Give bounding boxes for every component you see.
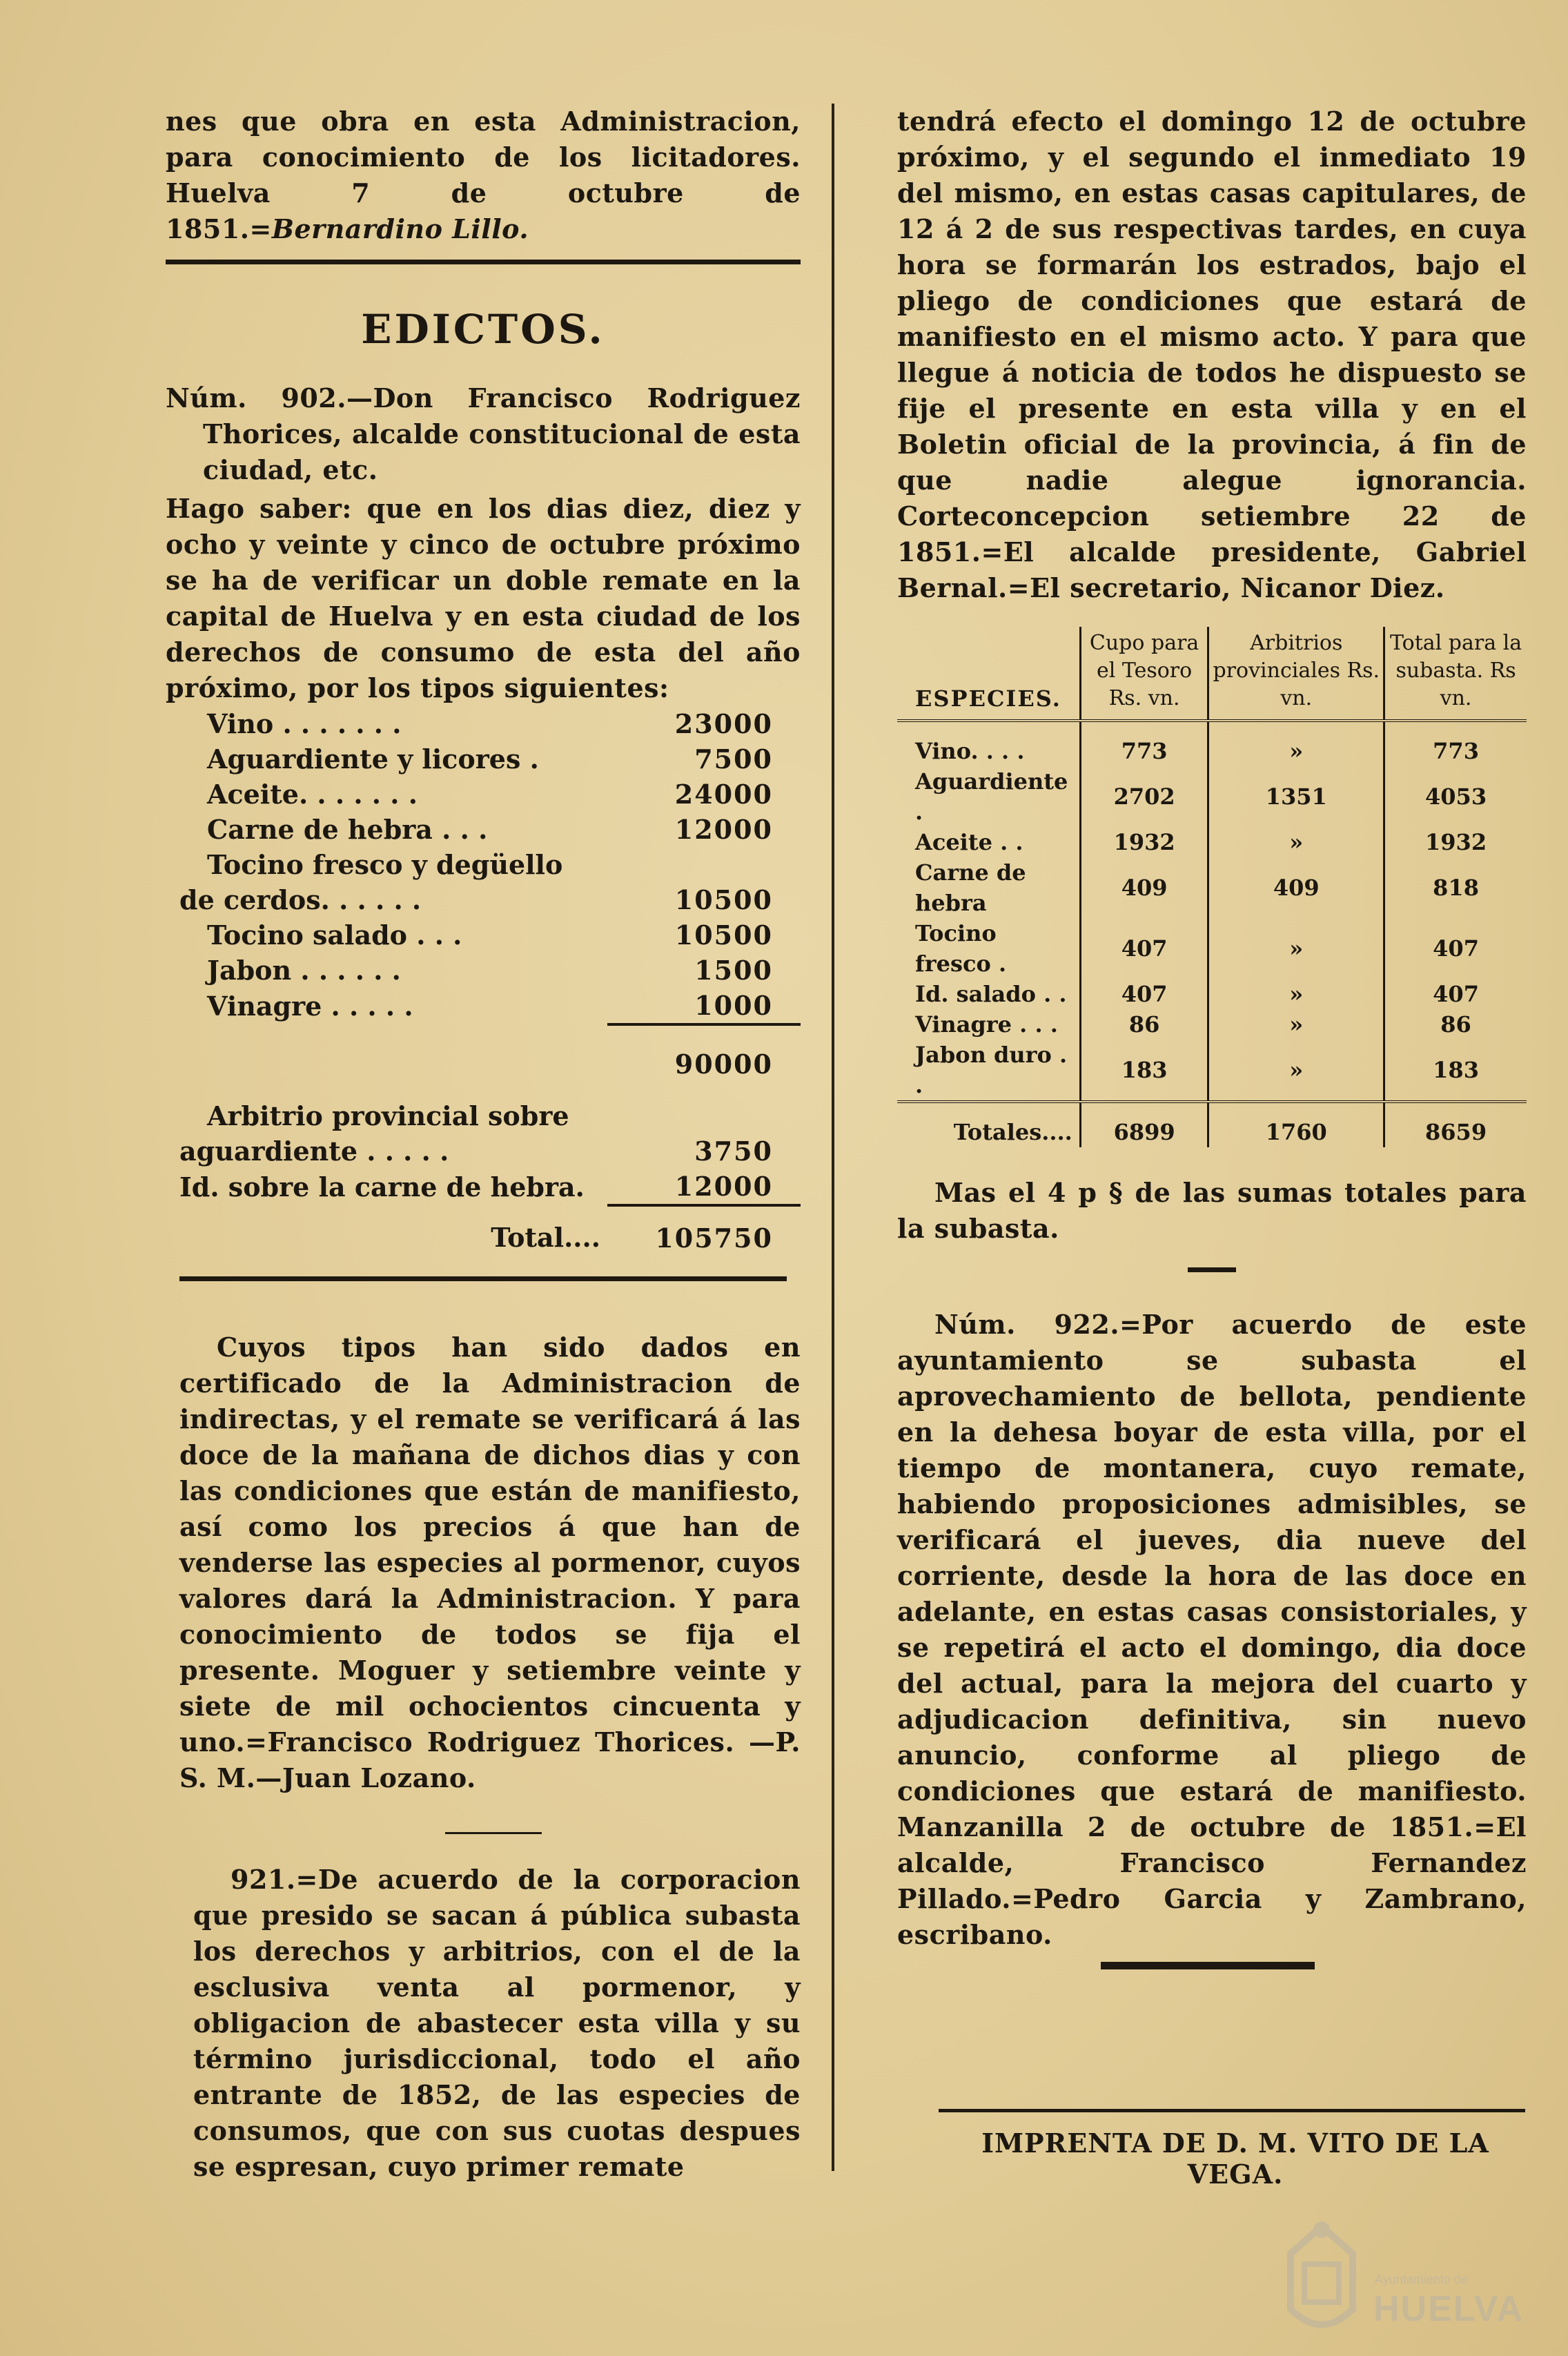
tipo-row (166, 812, 801, 847)
especie-row (897, 766, 1527, 827)
right-column (897, 104, 1527, 1953)
especie-row (897, 827, 1527, 857)
tipo-label: Tocino fresco y degüello (207, 849, 563, 880)
arbitrio-provincial-value: » (1208, 1009, 1384, 1040)
col-especies: ESPECIES. (897, 627, 1080, 721)
totales-cupo: 6899 (1080, 1102, 1208, 1147)
section-rule (166, 260, 801, 264)
intro-signature: Bernardino Lillo. (271, 213, 529, 244)
tipo-label: Carne de hebra . . . (207, 814, 488, 845)
cupo-value: 183 (1080, 1040, 1208, 1102)
arbitrio-label: Id. sobre la carne de hebra. (179, 1171, 585, 1203)
especie-row (897, 721, 1527, 766)
totales-row (897, 1102, 1527, 1147)
especie-name: Tocino fresco . (915, 920, 1007, 977)
tipo-label: Tocino salado . . . (207, 919, 462, 951)
tipo-value: 1000 (694, 990, 773, 1021)
tipo-value: 12000 (674, 814, 773, 845)
imprenta-rule (939, 2109, 1525, 2112)
especie-row (897, 1040, 1527, 1102)
especie-name: Id. salado . . (915, 981, 1067, 1007)
subtotal-row (166, 1024, 801, 1082)
tipo-row (166, 777, 801, 812)
edict-921-start: 921.=De acuerdo de la corporacion que presido se sacan á pública subasta los derechos y arbitrios, con el de la esclusiva venta al pormenor, y obligacion de abastecer esta villa y su término jurisdiccional, todo el año entrante de 1852, de las especies de consumos, que con sus cuotas despues se espresan, cuyo primer remate (193, 1864, 801, 2182)
decorative-rule (1101, 1962, 1315, 1969)
arbitrio-value: 12000 (674, 1171, 773, 1202)
tipo-value: 10500 (674, 884, 773, 915)
edictos-heading: EDICTOS. (361, 306, 605, 353)
total-label: Total.... (491, 1222, 600, 1253)
especie-name: Jabon duro . . (915, 1042, 1068, 1098)
total-value: 105750 (607, 1205, 801, 1256)
tipo-label: Vino . . . . . . . (207, 708, 402, 739)
totales-label: Totales.... (897, 1102, 1080, 1147)
total-subasta-value: 1932 (1384, 827, 1527, 857)
especie-row (897, 918, 1527, 979)
cupo-value: 1932 (1080, 827, 1208, 857)
arbitrio-value (607, 1082, 801, 1133)
arbitrio-provincial-value: » (1208, 1040, 1384, 1102)
intro-text: nes que obra en esta Administracion, para conocimiento de los licitadores. Huelva 7 de octubre de 1851.=Bernardino Lillo. (166, 106, 801, 244)
tipo-value: 24000 (674, 779, 773, 810)
tipo-label: Vinagre . . . . . (207, 991, 413, 1022)
watermark-subtitle: Ayuntamiento de (1375, 2272, 1468, 2286)
total-subasta-value: 407 (1384, 979, 1527, 1009)
cupo-value: 407 (1080, 979, 1208, 1009)
cupo-value: 2702 (1080, 766, 1208, 827)
arbitrio-label: Arbitrio provincial sobre (207, 1100, 569, 1131)
tipo-row (166, 706, 801, 741)
tipo-value: 7500 (694, 743, 773, 775)
especies-header-row (897, 627, 1527, 721)
total-subasta-value: 773 (1384, 721, 1527, 766)
separator (445, 1832, 542, 1834)
subtotal-value: 90000 (607, 1024, 801, 1082)
arbitrio-row (166, 1169, 801, 1205)
cupo-value: 407 (1080, 918, 1208, 979)
arbitrio-row (166, 1082, 801, 1133)
ayuntamiento-watermark (1270, 2209, 1532, 2347)
cupo-value: 773 (1080, 721, 1208, 766)
tipo-row (166, 988, 801, 1024)
edict-921-continuation: tendrá efecto el domingo 12 de octubre próximo, y el segundo el inmediato 19 del mismo, en estas casas capitulares, de 12 á 2 de sus respectivas tardes, en cuya hora se formarán los estrados, bajo el pliego de condiciones que estará de manifiesto en el mismo acto. Y para que llegue á noticia de todos he dispuesto se fije el presente en esta villa y en el Boletin oficial de la provincia, á fin de que nadie alegue ignorancia. Corteconcepcion setiembre 22 de 1851.=El alcalde presidente, Gabriel Bernal.=El secretario, Nicanor Diez. (897, 106, 1527, 603)
edict-902-closing: Cuyos tipos han sido dados en certificado de la Administracion de indirectas, y el remate se verificará á las doce de la mañana de dichos dias y con las condiciones que están de manifiesto, así como los precios á que han de venderse las especies al pormenor, cuyos valores dará la Administracion. Y para conocimiento de todos se fija el presente. Moguer y setiembre veinte y siete de mil ochocientos cincuenta y uno.=Francisco Rodriguez Thorices. —P. S. M.—Juan Lozano. (179, 1332, 801, 1793)
total-row (166, 1205, 801, 1256)
tipo-label: de cerdos. . . . . . (179, 884, 422, 915)
edict-902-heading: Núm. 902.—Don Francisco Rodriguez Thorices, alcalde constitucional de esta ciudad, etc. (166, 382, 801, 485)
tipo-row (166, 953, 801, 988)
total-subasta-value: 818 (1384, 857, 1527, 918)
tipo-value: 10500 (674, 919, 773, 951)
totales-arbitrios: 1760 (1208, 1102, 1384, 1147)
watermark-name: HUELVA (1373, 2289, 1525, 2329)
arbitrio-label: aguardiente . . . . . (179, 1136, 449, 1167)
total-subasta-value: 183 (1384, 1040, 1527, 1102)
edict-922: Núm. 922.=Por acuerdo de este ayuntamiento se subasta el aprovechamiento de bellota, pendiente en la dehesa boyar de esta villa, por el tiempo de montanera, cuyo remate, habiendo proposiciones admisibles, se verificará el jueves, dia nueve del corriente, desde la hora de las doce en adelante, en estas casas consistoriales, y se repetirá el acto el domingo, dia doce del actual, para la mejora del cuarto y adjudicacion definitiva, sin nuevo anuncio, conforme al pliego de condiciones que estará de manifiesto. Manzanilla 2 de octubre de 1851.=El alcalde, Francisco Fernandez Pillado.=Pedro Garcia y Zambrano, escribano. (897, 1309, 1527, 1950)
tipo-label: Jabon . . . . . . (207, 955, 401, 986)
cupo-value: 409 (1080, 857, 1208, 918)
crest-icon (1277, 2212, 1366, 2344)
total-subasta-value: 407 (1384, 918, 1527, 979)
arbitrio-provincial-value: 409 (1208, 857, 1384, 918)
section-rule (179, 1276, 787, 1281)
especie-row (897, 1009, 1527, 1040)
tipo-value (607, 847, 801, 882)
cupo-value: 86 (1080, 1009, 1208, 1040)
total-subasta-value: 86 (1384, 1009, 1527, 1040)
tipo-row (166, 882, 801, 917)
tipo-label: Aguardiente y licores . (207, 743, 539, 775)
total-subasta-value: 4053 (1384, 766, 1527, 827)
especie-row (897, 857, 1527, 918)
tipo-row (166, 847, 801, 882)
arbitrio-row (166, 1133, 801, 1169)
totales-total: 8659 (1384, 1102, 1527, 1147)
especie-name: Vino. . . . (915, 738, 1025, 764)
especie-name: Carne de hebra (915, 859, 1026, 916)
arbitrio-provincial-value: » (1208, 721, 1384, 766)
especie-name: Vinagre . . . (915, 1011, 1058, 1038)
tipo-value: 1500 (694, 955, 773, 986)
especie-name: Aguardiente . (915, 768, 1068, 825)
arbitrio-provincial-value: » (1208, 827, 1384, 857)
imprenta-footer: IMPRENTA DE D. M. VITO DE LA VEGA. (981, 2128, 1489, 2190)
edict-902-body: Hago saber: que en los dias diez, diez y ocho y veinte y cinco de octubre próximo se ha de verificar un doble remate en la capital de Huelva y en esta ciudad de los derechos de consumo de esta del año próximo, por los tipos siguientes: (166, 493, 801, 703)
especie-name: Aceite . . (915, 829, 1023, 855)
especies-table (897, 627, 1527, 1147)
arbitrio-value: 3750 (694, 1136, 773, 1167)
especie-row (897, 979, 1527, 1009)
tipo-row (166, 741, 801, 777)
arbitrio-provincial-value: » (1208, 979, 1384, 1009)
tipo-row (166, 917, 801, 953)
column-divider (832, 104, 834, 2171)
arbitrio-provincial-value: 1351 (1208, 766, 1384, 827)
tipo-label: Aceite. . . . . . . (207, 779, 418, 810)
col-cupo: Cupo para el Tesoro Rs. vn. (1080, 627, 1208, 721)
separator (1188, 1267, 1236, 1272)
tipos-table (166, 706, 801, 1256)
left-column (166, 104, 801, 2185)
mas-note: Mas el 4 p § de las sumas totales para la subasta. (897, 1177, 1527, 1244)
col-total: Total para la subasta. Rs vn. (1384, 627, 1527, 721)
arbitrio-provincial-value: » (1208, 918, 1384, 979)
tipo-value: 23000 (674, 708, 773, 739)
col-arbitrios: Arbitrios provinciales Rs. vn. (1208, 627, 1384, 721)
